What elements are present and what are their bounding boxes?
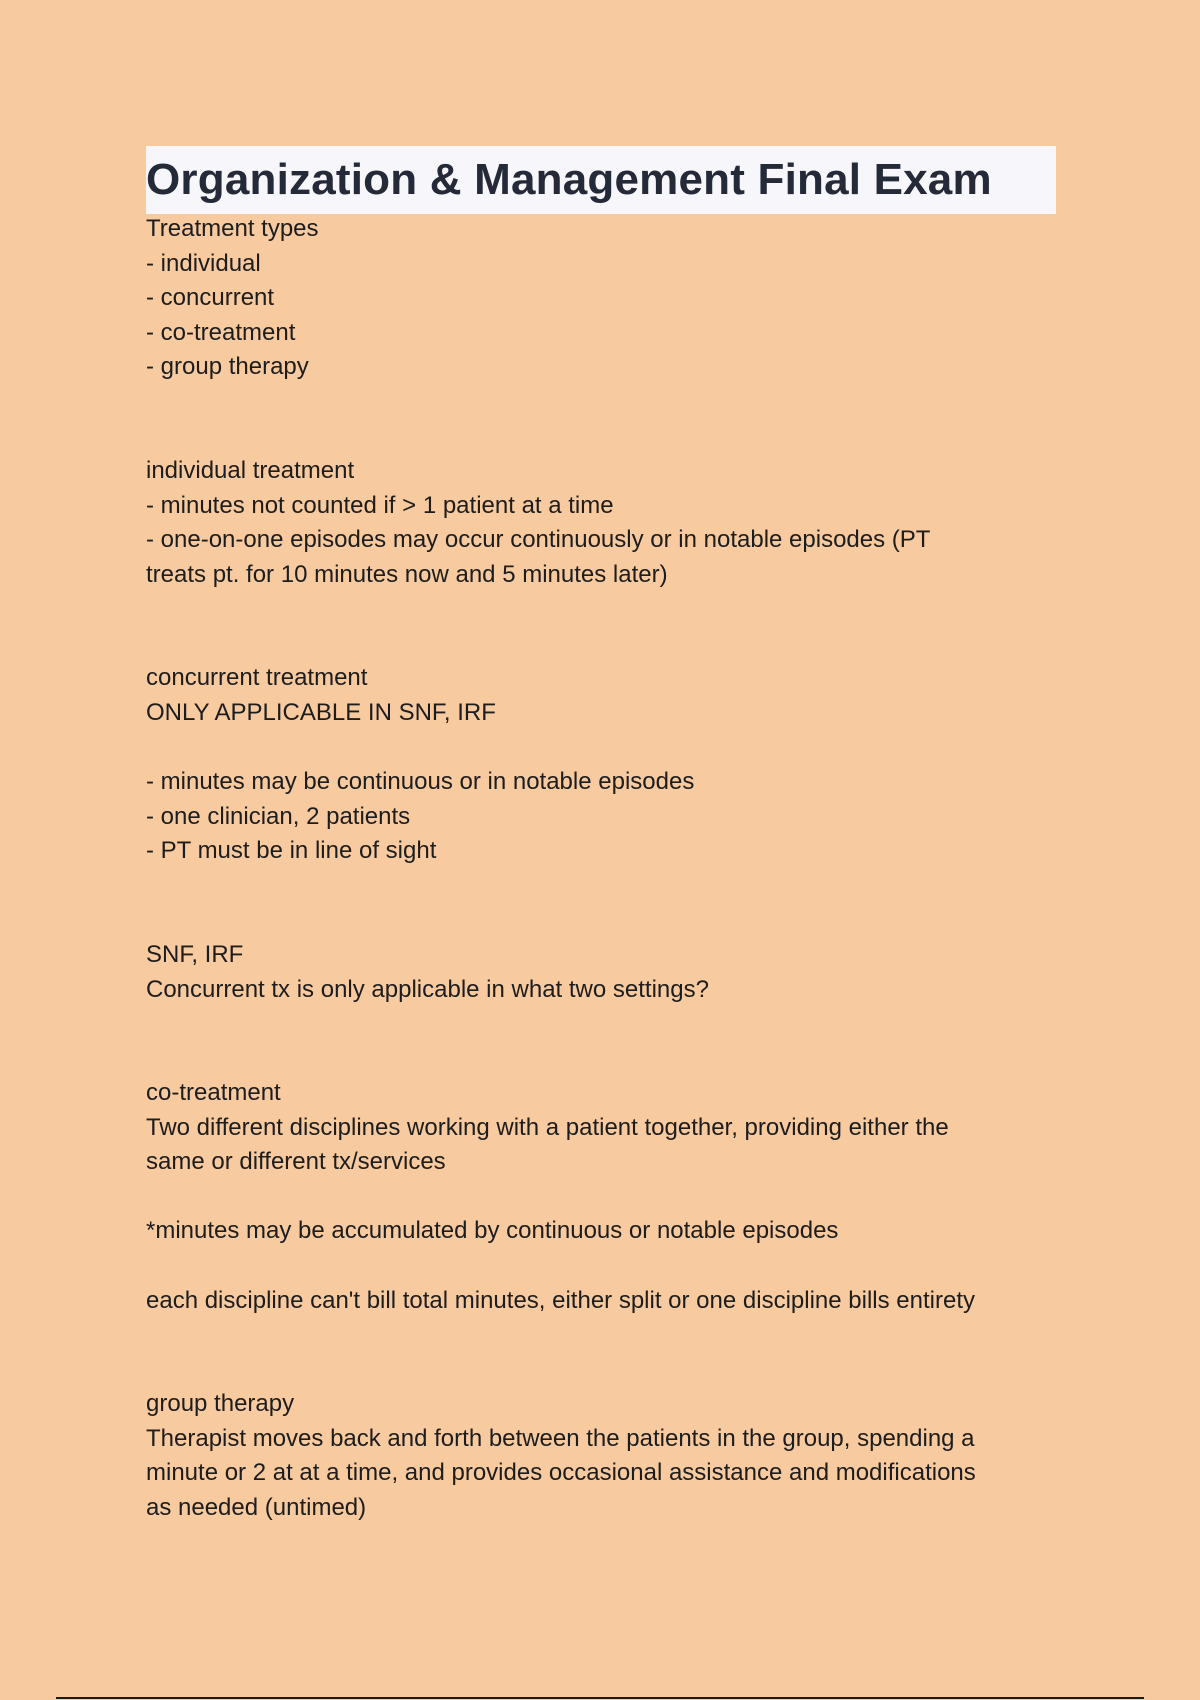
card-individual-treatment [146, 454, 1066, 592]
card-note: *minutes may be accumulated by continuous or notable episodes [146, 1217, 839, 1245]
spacer [146, 1007, 1066, 1076]
card-text-line: minute or 2 at at a time, and provides occasional assistance and modifications [146, 1459, 976, 1487]
card-subtitle: ONLY APPLICABLE IN SNF, IRF [146, 698, 496, 726]
card-text-line: - one-on-one episodes may occur continuously or in notable episodes (PT [146, 526, 931, 554]
card-text-line: Concurrent tx is only applicable in what two settings? [146, 975, 709, 1003]
list-item: - one clinician, 2 patients [146, 802, 411, 830]
bottom-divider [56, 1697, 1144, 1699]
card-term: Treatment types [146, 215, 319, 242]
list-item: - co-treatment [146, 318, 296, 346]
list-item: - group therapy [146, 353, 309, 381]
card-note: each discipline can't bill total minutes, either split or one discipline bills entirety [146, 1286, 975, 1314]
card-settings [146, 938, 1066, 1007]
spacer [146, 592, 1066, 661]
spacer [146, 385, 1066, 454]
card-term: co-treatment [146, 1079, 281, 1107]
list-item: - PT must be in line of sight [146, 837, 437, 865]
card-concurrent-treatment [146, 661, 1066, 869]
card-text-line: as needed (untimed) [146, 1494, 367, 1522]
spacer [146, 1318, 1066, 1387]
card-text-line: - minutes not counted if > 1 patient at a time [146, 491, 614, 519]
card-text-line: same or different tx/services [146, 1148, 446, 1176]
list-item: - concurrent [146, 284, 275, 312]
card-term: SNF, IRF [146, 940, 244, 968]
list-item: - individual [146, 249, 261, 277]
card-text-line: treats pt. for 10 minutes now and 5 minutes later) [146, 560, 668, 588]
card-term: concurrent treatment [146, 664, 368, 692]
card-text-line: Two different disciplines working with a patient together, providing either the [146, 1113, 949, 1141]
card-term: individual treatment [146, 456, 355, 484]
title-highlight [146, 146, 1056, 214]
spacer [146, 1180, 1066, 1215]
flashcard-content [146, 212, 1066, 1526]
spacer [146, 731, 1066, 766]
spacer [146, 1249, 1066, 1284]
card-text-line: Therapist moves back and forth between the patients in the group, spending a [146, 1424, 975, 1452]
list-item: - minutes may be continuous or in notable episodes [146, 768, 695, 796]
document-title: Organization & Management Final Exam [146, 155, 992, 204]
card-term: group therapy [146, 1390, 295, 1418]
card-group-therapy [146, 1387, 1066, 1525]
card-treatment-types [146, 212, 1066, 385]
spacer [146, 869, 1066, 938]
card-co-treatment [146, 1076, 1066, 1318]
